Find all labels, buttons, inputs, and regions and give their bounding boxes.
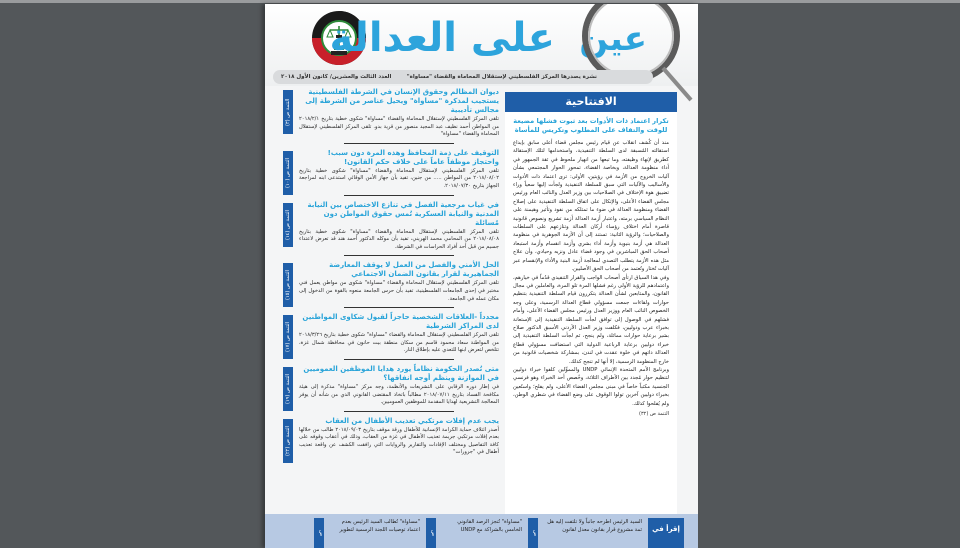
news-title: يجب عدم إفلات مرتكبي تعذيب الأطفال من العقاب bbox=[325, 416, 499, 425]
news-body: أصدر ائتلاف حماية الكرامة الإنسانية للأطفال ورقة موقف بتاريخ ٢٠١٨/٠٩/٠٣ طالب من خلالها بعدم إفلات مرتكبي جريمة تعذيب الأطفال في غزة من العقاب، وذلك في أعقاب وقوفه على كافة التفاصيل ومختلف الإفادات والتقارير والروايات التي رافقت الكشف عن واقعة تعذيب أطفال في "جرورات" bbox=[299, 426, 499, 456]
divider bbox=[344, 195, 454, 196]
news-item[interactable] bbox=[279, 261, 499, 308]
news-title: في غياب مرجعية الفصل في تنازع الاختصاص بين النيابة المدنية والنيابة العسكرية تُمس حقوق المواطن دون مُسائلة bbox=[307, 200, 499, 227]
continued-tab[interactable]: التتمة ص (١٠) bbox=[283, 151, 293, 195]
divider bbox=[344, 411, 454, 412]
editorial-section bbox=[505, 92, 677, 520]
news-item[interactable] bbox=[279, 365, 499, 412]
page-ref-tab[interactable]: ص bbox=[426, 518, 436, 548]
news-item[interactable] bbox=[279, 313, 499, 360]
viewer-top-border bbox=[0, 0, 960, 3]
news-item[interactable] bbox=[279, 417, 499, 457]
page-ref-tab[interactable]: ص bbox=[314, 518, 324, 548]
news-title: مجدداً -العلاقات الشخصية حاجزاً لقبول شكاوى المواطنين لدى المراكز الشرطية bbox=[302, 313, 499, 331]
read-inside-label: إقرأ في bbox=[648, 518, 684, 548]
news-item[interactable] bbox=[279, 149, 499, 196]
masthead bbox=[265, 4, 698, 86]
news-title: متى تُصدر الحكومة نظاماً يورد هدايا الموظفين العموميين في الموازنة وينظم أوجه انفاقها؟ bbox=[303, 364, 499, 382]
editorial-continued[interactable]: التتمة ص (٣٢) bbox=[638, 411, 669, 417]
newsletter-page bbox=[265, 4, 698, 548]
title-word-ain: عين bbox=[579, 19, 647, 59]
continued-tab[interactable]: التتمة ص (١٥) bbox=[283, 263, 293, 307]
continued-tab[interactable]: التتمة ص (٣) bbox=[283, 90, 293, 134]
publisher-line: نشرة يصدرها المركز الفلسطيني لإستقلال المحاماة والقضاء "مساواة" bbox=[406, 74, 597, 80]
news-title: ديوان المظالم وحقوق الإنسان في الشرطة الفلسطينية يستجيب لمذكرة "مساواة" ويحيل عناصر من الشرطة إلى مجالس تأديبية bbox=[305, 88, 499, 114]
continued-tab[interactable]: التتمة ص (١٩) bbox=[283, 367, 293, 411]
magnifier-icon bbox=[513, 4, 693, 106]
news-body: تلقى المركز الفلسطيني لإستقلال المحاماة والقضاء "مساواة" شكوى خطية بتاريخ ٢٠١٨/٢/١ من المواطن أحمد نظيف عبد المجيد منصور من قرية بدو. تلقى المركز الفلسطيني لإستقلال المحاماة والقضاء "مساواة" bbox=[299, 116, 499, 138]
continued-tab[interactable]: التتمة ص (١٧) bbox=[283, 315, 293, 359]
continued-tab[interactable]: التتمة ص (١٤) bbox=[283, 203, 293, 247]
editorial-subtitle: تكرار اعتماد ذات الأدوات بعد ثبوت فشلها مضيعة للوقت والتفاف على المطلوب وتكريس للمأساة bbox=[513, 117, 669, 134]
news-item[interactable] bbox=[279, 88, 499, 144]
news-body: في إطار دوره الرقابي على التشريعات والأنظمة، وجه مركز "مساواة" مذكرة إلى هيئة مكافحة الفساد بتاريخ ٢٠١٨/٠٧/١١ مطالباً باتخاذ المقتضى القانوني الذي من شأنه أن يوفر المعالجة التشريعية لهدايا المقدمة للموظفين العموميين. bbox=[299, 383, 499, 406]
editorial-paragraph: وبرنامج الأمم المتحدة الإنمائي UNDP والمموِّلين كلفوا خبراء دوليين لتنظيم حوار مُجدد بين الأطراف الثلاثة، وخُصص أحد الخبراء وهو فرنسي الجنسية مكتباً خاصاً في مبنى مجلس القضاء الأعلى، ولم يفلح؛ واستُعين بخبراء دوليين آخرين تولوا الوقوف على وضع القضاء في شطري الوطن، ولم يُفلحوا كذلك. bbox=[513, 366, 669, 407]
news-body: تلقى المركز الفلسطيني لإستقلال المحاماة والقضاء "مساواة" شكوى خطية بتاريخ ٢٠١٨/٠٨/٠٢ من المواطن ..... من جنين، تفيد بأن جهاز الأمن الوقائي استدعى ابنه لمراجعة الجهاز بتاريخ ٢٠١٨/٠٧/٣٠. bbox=[299, 167, 499, 189]
divider bbox=[344, 143, 454, 144]
news-body: تلقى المركز الفلسطيني لإستقلال المحاماة والقضاء "مساواة" شكوى من مواطن يعمل فني مختبر في إحدى الجامعات الفلسطينية، تفيد بأن حرس الجامعة منعوه بالقوة من الدخول إلى مكان عمله في الجامعة. bbox=[299, 280, 499, 302]
read-inside-item[interactable]: "مساواة" تُنجز الرصد القانوني الخامس بالشراكة مع UNDP bbox=[457, 519, 522, 533]
editorial-paragraph: وفي هذا السياق ارتأى أصحاب الواجب والقرار التنفيذي قدُماً في خيارهم، واعتمادهم للرؤية الأولى رغم فشلها المرة تلو المرة، والعاملين في مجال القانون، والمتابعين لشأن العدالة يتكررون قيام السلطة التنفيذية بتنظيم حوارات ولقاءات جمعت مسؤولي قطاع العدالة الرسمية، وعلى وجه الخصوص النائب العام ووزير العدل ورئيس مجلس القضاء الأعلى، وأمام فشلهم في الوصول إلى توافق لجأت السلطة التنفيذية إلى الإستعانة بخبراء عرب ودوليين، فكلفت وزير العدل الأردني الأسبق الدكتور صلاح بشير برعاية حوارات مماثلة، ولم ينجح، ثم لجأت السلطة التنفيذية إلى خبراء دوليين برعاية الرباعية الدولية التي استضافت مسؤولي قطاع العدالة ذاتهم في خلوة عقدت في لندن، بمشاركة شخصيات قانونية من خارج المنظومة الرسمية، إلا أنها لم تنجح كذلك. bbox=[513, 274, 669, 365]
divider bbox=[344, 307, 454, 308]
editorial-paragraph: منذ أن كُشف انقلاب عن قيام رئيس مجلس قضاء أعلى سابق بإيداع استقالته المُسبقة لدى السلطة التنفيذية، واستخدامها لتلك الإستقالة كطريق لإنهاء وظيفته، وما تبعها من انهيار ملحوظ في ثقة الجمهور في أداء منظومة العدالة، وبخاصة القضاء، تمحور الحوار المجتمعي بشأن آليات الخروج من الأزمة في رؤيتين، الأولى: ترى اعتماد ذات الأدوات والأساليب والآليات التي سبق للسلطة التنفيذية ولجأت إليها سعياً وراء تضييق هوة الإختلاف في الصلاحيات بين وزير العدل والنائب العام ورئيس مجلس القضاء الأعلى، والإتكال على اتفاق السلطة التنفيذية على إصلاح القضاء ومنظومة العدالة في ضوء ما تمتلكه من نفوذ وتأثير وهيمنة على النظام السياسي برمته، واعتبار أزمة العدالة أزمة تشريع ونصوص قانونية قاصرة أمام اختلاف رؤساء أركان العدالة وتنازعهم على السلطات والصلاحيات؛ والرؤية الثانية: تستند إلى أن الأزمة الجوهرية في منظومة العدالة هي أزمة بنيوية وأزمة أداء بشري وأزمة انقسام وأزمة استبعاد أصحاب الحق المباشرين في وجود قضاء عادل ونزيه وحيادي، وأن علاج مثل هذه الأزمة يتطلب التصدي لمعالجة أزمة البنية والأداء والإنقسام عبر آليات تُختار وتُعتمد من أصحاب الحق الأصليين. bbox=[513, 140, 669, 273]
page-ref-tab[interactable]: ص bbox=[528, 518, 538, 548]
news-body: تلقى المركز الفلسطيني لإستقلال المحاماة والقضاء "مساواة" شكوى خطية بتاريخ ٢٠١٨/٣/٢٦ من المواطنة سعاد محمود قاسم من سكان منطقة بيت حانون في محافظة شمال غزة، تتلخص لتعرض ابنها للتعدي عليه بإطلاق النار. bbox=[299, 332, 499, 354]
read-inside-item[interactable]: "مساواة" تُطالب السيد الرئيس بعدم اعتماد توصيات اللجنة الرسمية لتطوير bbox=[339, 519, 420, 533]
divider bbox=[344, 359, 454, 360]
read-inside-item[interactable]: السيد الرئيس اطرحه جانباً ولا تلتفت إليه هل ثمة مشروع قرار بقانون معدل لقانون bbox=[547, 519, 642, 533]
editorial-heading: الافتتاحية bbox=[505, 92, 677, 112]
news-title: الحل الأمني والفصل من العمل لا يوقف المعارضة الجماهيرية لقرار بقانون الضمان الاجتماعي bbox=[329, 261, 499, 279]
news-body: تلقى المركز الفلسطيني لإستقلال المحاماة والقضاء "مساواة" شكوى خطية بتاريخ ٢٠١٨/٠٨/٠٨ من المحامي محمد الهريني، تفيد بأن موكله الدكتور أحمد هند قد تعرض لاعتداء جسيم من قبل أحد أفراد الحراسات في الشرطة. bbox=[299, 228, 499, 250]
news-column bbox=[279, 88, 499, 498]
divider bbox=[344, 255, 454, 256]
news-title: التوقيف على ذمة المحافظ وهذه المرة دون سبب! واحتجاز موظفاً عاماً على خلاف حكم القانون! bbox=[327, 148, 499, 166]
read-inside-strip bbox=[265, 514, 698, 548]
masthead-subtitle-bar bbox=[273, 70, 653, 84]
issue-line: العدد الثالث والعشرين/ كانون الأول ٢٠١٨ bbox=[281, 74, 392, 80]
title-text: على العدالة bbox=[329, 15, 555, 61]
news-item[interactable] bbox=[279, 201, 499, 257]
continued-tab[interactable]: التتمة ص (٢٢) bbox=[283, 419, 293, 463]
